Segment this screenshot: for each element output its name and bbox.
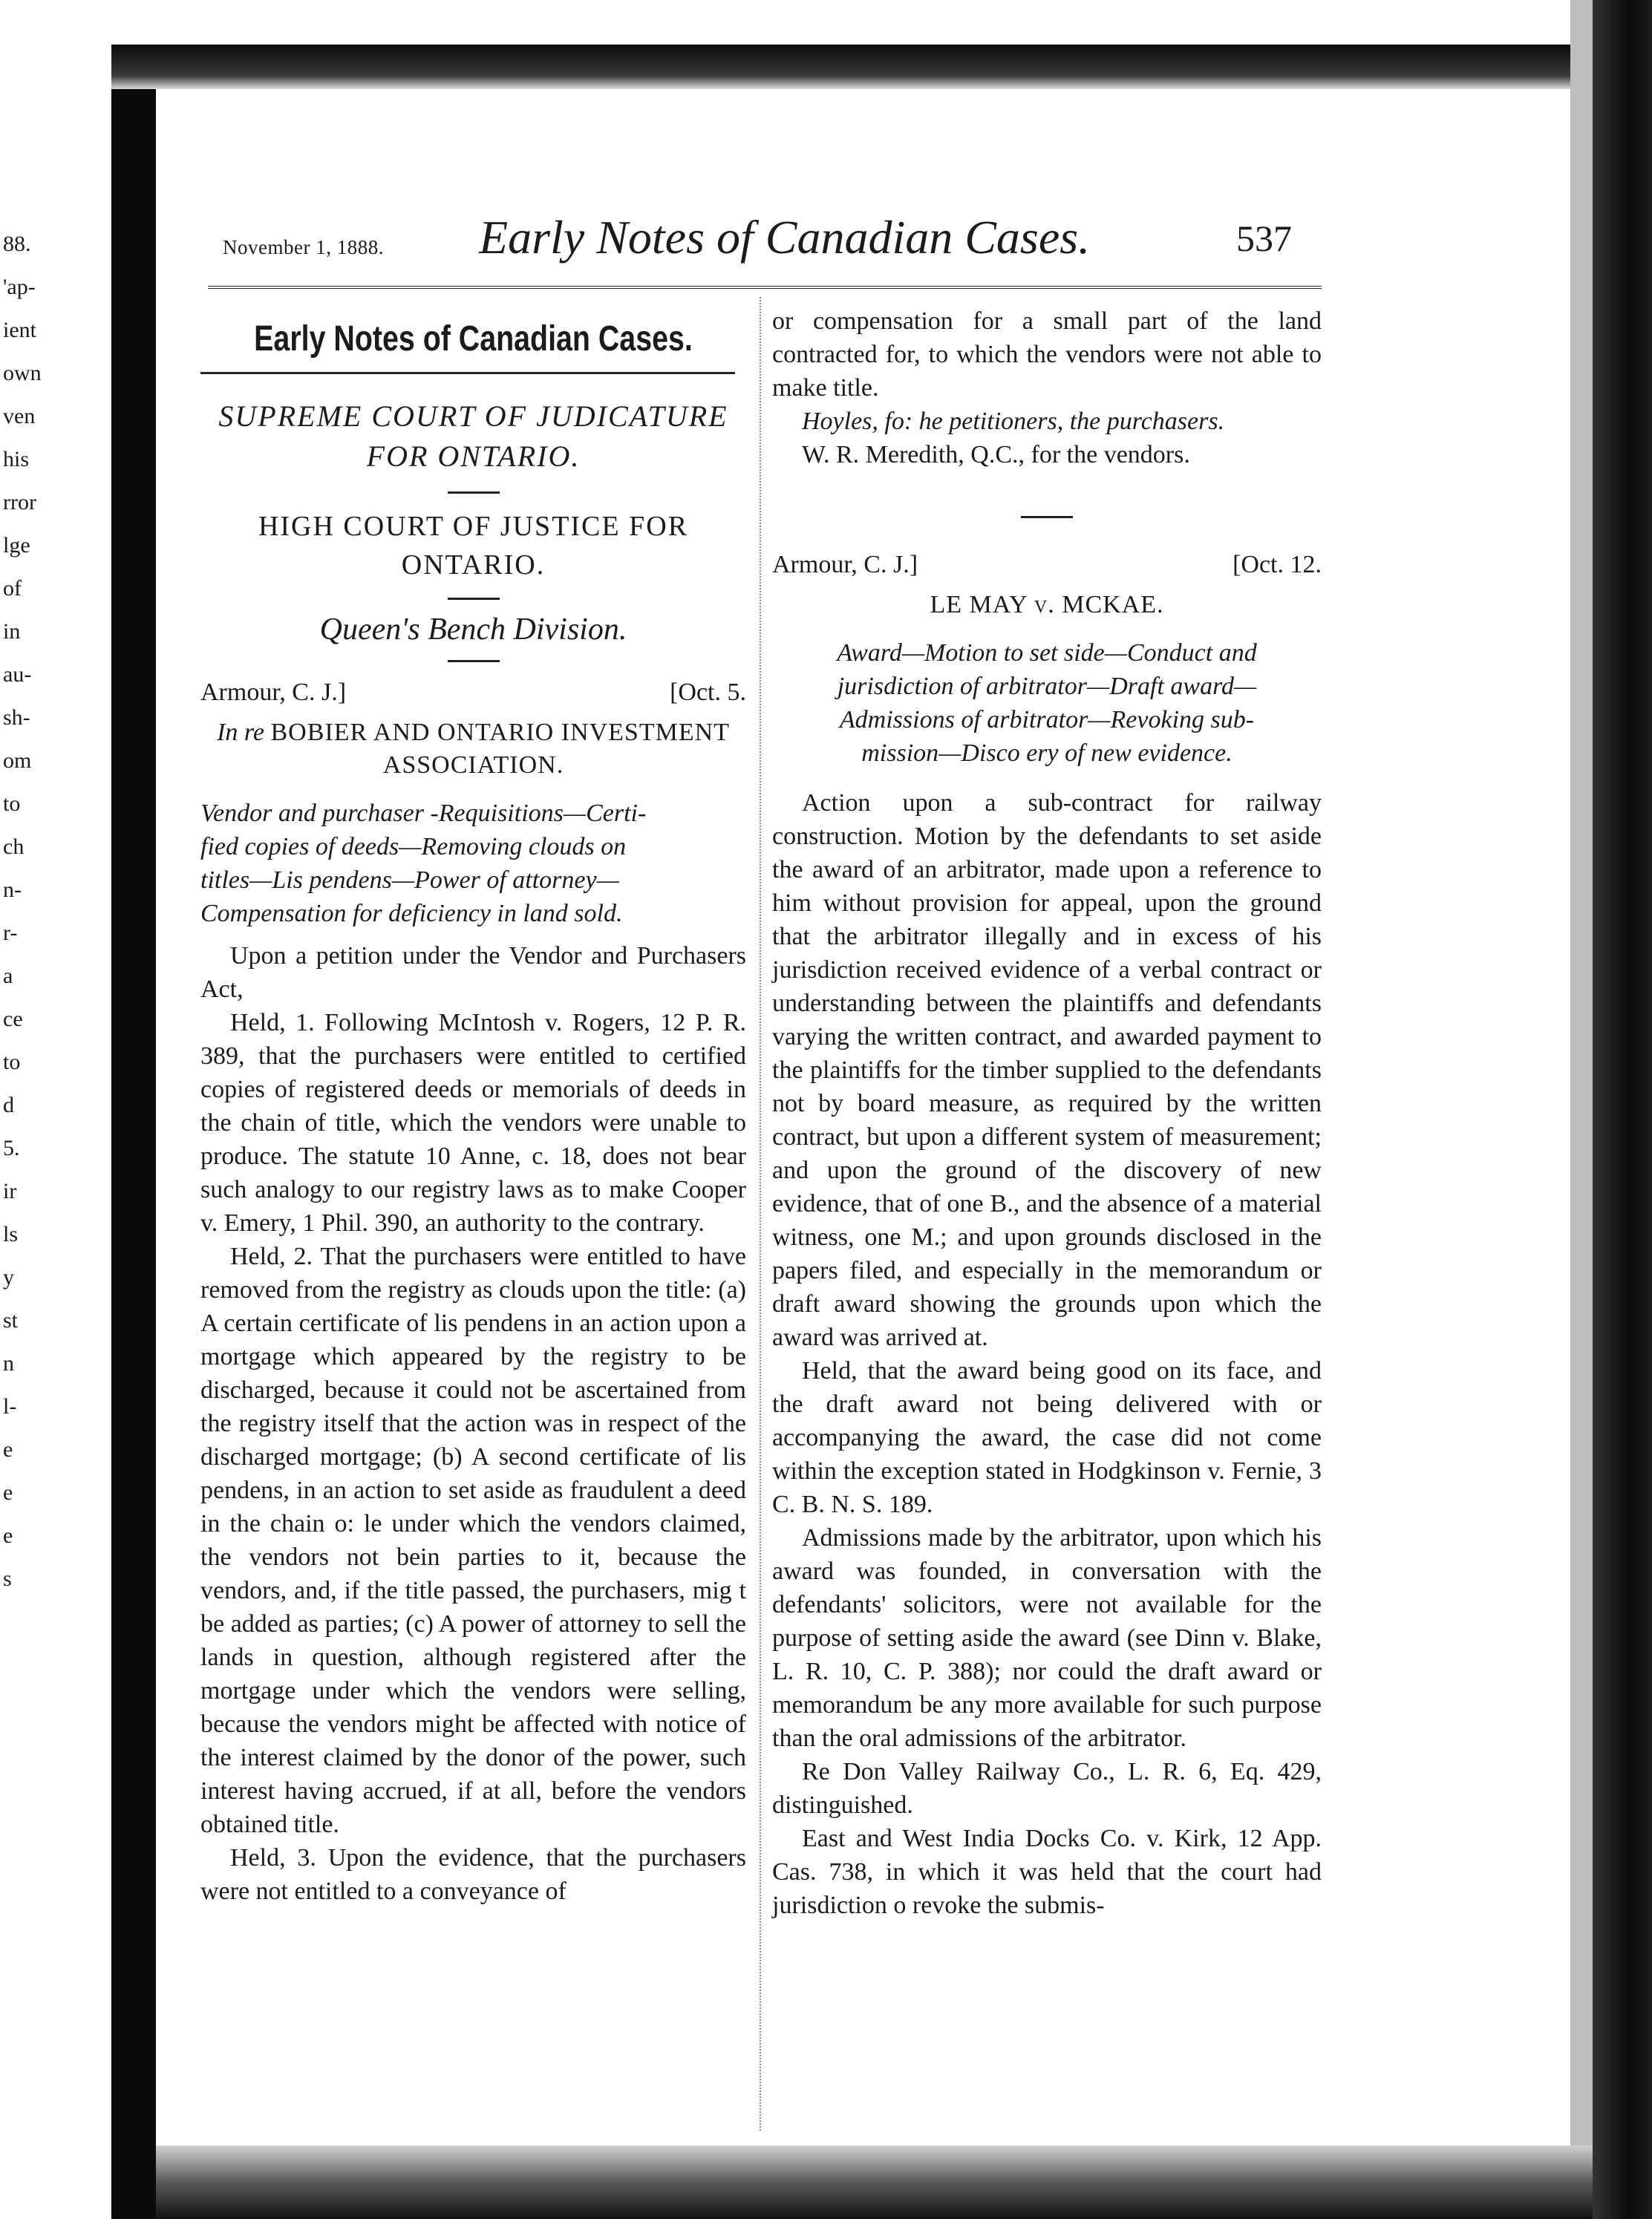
margin-fragment: n- (3, 878, 22, 902)
catchwords (772, 636, 1322, 770)
margin-fragment: d (3, 1093, 14, 1117)
body-paragraph: Upon a petition under the Vendor and Purchasers Act, (200, 942, 746, 1003)
margin-fragment: ient (3, 318, 36, 342)
page-number: 537 (1236, 218, 1292, 259)
judge-name: Armour, C. J.] (200, 679, 347, 706)
judgment-date: [Oct. 5. (670, 679, 746, 706)
header-date: November 1, 1888. (223, 236, 384, 258)
margin-fragment: ce (3, 1007, 23, 1031)
body-paragraph: Held, 2. That the purchasers were entitled to have removed from the registry as clouds upon the title: (a) A certain certificate of lis pendens in an action upon a mortgage which appeared by the registry to be discharged, because it could not be ascertained from the registry itself that the action was in respect of the discharged mortgage; (b) A second certificate of lis pendens, in an action to set aside as fraudulent a deed in the chain o: le under which the vendors claimed, the vendors not bein parties to it, because the vendors, and, if the title passed, the purchasers, mig t be added as parties; (c) A power of attorney to sell the lands in question, although registered after the mortgage under which the vendors were selling, because the vendors might be affected with notice of the interest claimed by the donor of the power, such interest having accrued, if at all, before the vendors obtained title. (200, 1243, 746, 1838)
case-name: LE MAY v. MCKAE. (930, 591, 1164, 618)
counsel-line: W. R. Meredith, Q.C., for the vendors. (802, 441, 1190, 468)
judge-line (200, 676, 746, 709)
case-name-line1: BOBIER AND ONTARIO INVESTMENT (270, 719, 730, 746)
margin-fragment: om (3, 748, 32, 773)
catchword-line: fied copies of deeds—Removing clouds on (200, 833, 627, 860)
margin-fragment: ven (3, 404, 36, 428)
judge-line (772, 548, 1322, 581)
margin-fragment: rror (3, 490, 36, 514)
margin-fragment: 'ap- (3, 275, 36, 299)
margin-fragment: n (3, 1351, 14, 1376)
margin-fragment: ir (3, 1179, 17, 1203)
header-title: Early Notes of Canadian Cases. (479, 211, 1091, 264)
margin-fragment: ls (3, 1222, 19, 1246)
margin-fragment: e (3, 1437, 13, 1462)
margin-fragment: s (3, 1566, 12, 1591)
margin-fragment: r- (3, 921, 18, 945)
catchword-line: Vendor and purchaser -Requisitions—Certi- (200, 800, 647, 827)
case-prefix: In re (217, 719, 264, 746)
margin-fragment: e (3, 1523, 13, 1548)
header-rule (208, 286, 1322, 289)
divider-rule (448, 660, 500, 662)
catchword-line: Admissions of arbitrator—Revoking sub- (839, 706, 1255, 733)
body-paragraph: Action upon a sub-contract for railway construction. Motion by the defendants to set aside the award of an arbitrator, made upon a reference to him without provision for appeal, upon the ground that the arbitrator illegally and in excess of his jurisdiction received evidence of a verbal contract or understanding between the plaintiffs and defendants varying the written contract, and awarded payment to the plaintiffs for the timber supplied to the defendants not by board measure, as required by the written contract, but upon a different system of measurement; and upon the ground of the discovery of new evidence, that of one B., and the absence of a material witness, one M.; and upon grounds disclosed in the papers filed, and especially in the memorandum or draft award showing the grounds upon which the award was arrived at. (772, 789, 1322, 1351)
body-paragraph: Held, 3. Upon the evidence, that the purchasers were not entitled to a conveyance of (200, 1844, 746, 1905)
high-court-heading (200, 507, 746, 584)
continued-paragraph: or compensation for a small part of the land contracted for, to which the vendors were not able to make title. (772, 307, 1322, 402)
body-paragraph: Re Don Valley Railway Co., L. R. 6, Eq. 429, distinguished. (772, 1758, 1322, 1819)
judgment-date: [Oct. 12. (1233, 551, 1322, 578)
right-column (772, 304, 1322, 1922)
gutter-shadow (111, 45, 156, 2219)
margin-fragment: to (3, 791, 21, 816)
margin-fragment: sh- (3, 705, 30, 730)
margin-fragment: in (3, 619, 21, 644)
court-heading (200, 396, 746, 477)
catchword-line: Compensation for deficiency in land sold. (200, 900, 623, 927)
section-rule (200, 372, 735, 374)
margin-fragment: st (3, 1308, 19, 1333)
margin-fragment: a (3, 964, 13, 988)
margin-fragment: y (3, 1265, 14, 1290)
divider-rule (448, 598, 500, 600)
margin-fragment: au- (3, 662, 32, 687)
body-paragraph: Admissions made by the arbitrator, upon which his award was founded, in conversation with the defendants' solicitors, were not available for the purpose of setting aside the award (see Dinn v. Blake, L. R. 10, C. P. 388); nor could the draft award or memorandum be any more available for such purpose than the oral admissions of the arbitrator. (772, 1524, 1322, 1752)
body-paragraph: Held, 1. Following McIntosh v. Rogers, 12 P. R. 389, that the purchasers were entitled to certified copies of registered deeds or memorials of deeds in the chain of title, which the vendors were unable to produce. The statute 10 Anne, c. 18, does not bear such analogy to our registry laws as to make Cooper v. Emery, 1 Phil. 390, an authority to the contrary. (200, 1009, 746, 1237)
case-name (200, 716, 746, 782)
margin-fragment: 5. (3, 1136, 20, 1160)
left-column (200, 304, 746, 1908)
right-edge-shadow (1593, 0, 1652, 2219)
column-divider (760, 297, 761, 2131)
section-title: Early Notes of Canadian Cases. (254, 319, 693, 359)
margin-fragment: e (3, 1480, 13, 1505)
right-edge-gray (1570, 0, 1593, 2219)
division-heading: Queen's Bench Division. (319, 612, 627, 647)
case-name-line2: ASSOCIATION. (382, 751, 564, 779)
margin-fragment: of (3, 576, 22, 601)
bottom-shadow (156, 2146, 1593, 2219)
high-court-line1: HIGH COURT OF JUSTICE FOR (258, 511, 689, 542)
judge-name: Armour, C. J.] (772, 551, 918, 578)
high-court-line2: ONTARIO. (401, 549, 546, 581)
catchword-line: jurisdiction of arbitrator—Draft award— (837, 673, 1257, 700)
divider-rule (448, 491, 500, 494)
court-heading-line2: FOR ONTARIO. (366, 439, 581, 473)
margin-fragment: his (3, 447, 30, 471)
catchword-line: Award—Motion to set side—Conduct and (837, 639, 1257, 667)
margin-fragment: to (3, 1050, 21, 1074)
margin-fragment: ch (3, 834, 25, 859)
margin-fragment: 88. (3, 232, 31, 256)
margin-fragment: l- (3, 1394, 17, 1419)
court-heading-line1: SUPREME COURT OF JUDICATURE (218, 399, 728, 433)
top-shadow (111, 45, 1604, 89)
body-paragraph: Held, that the award being good on its face, and the draft award not being delivered with or accompanying the award, the case did not come within the exception stated in Hodgkinson v. Fernie, 3 C. B. N. S. 189. (772, 1357, 1322, 1518)
margin-fragment: own (3, 361, 42, 385)
margin-fragment: lge (3, 533, 30, 558)
body-paragraph: East and West India Docks Co. v. Kirk, 12 App. Cas. 738, in which it was held that the court had jurisdiction o revoke the submis- (772, 1825, 1322, 1919)
divider-rule (1021, 516, 1073, 518)
counsel-line: Hoyles, fo: he petitioners, the purchasers. (802, 408, 1225, 435)
catchword-line: mission—Disco ery of new evidence. (861, 739, 1233, 767)
catchword-line: titles—Lis pendens—Power of attorney— (200, 866, 619, 894)
facing-page-fragments (3, 223, 92, 1601)
catchwords (200, 797, 746, 930)
